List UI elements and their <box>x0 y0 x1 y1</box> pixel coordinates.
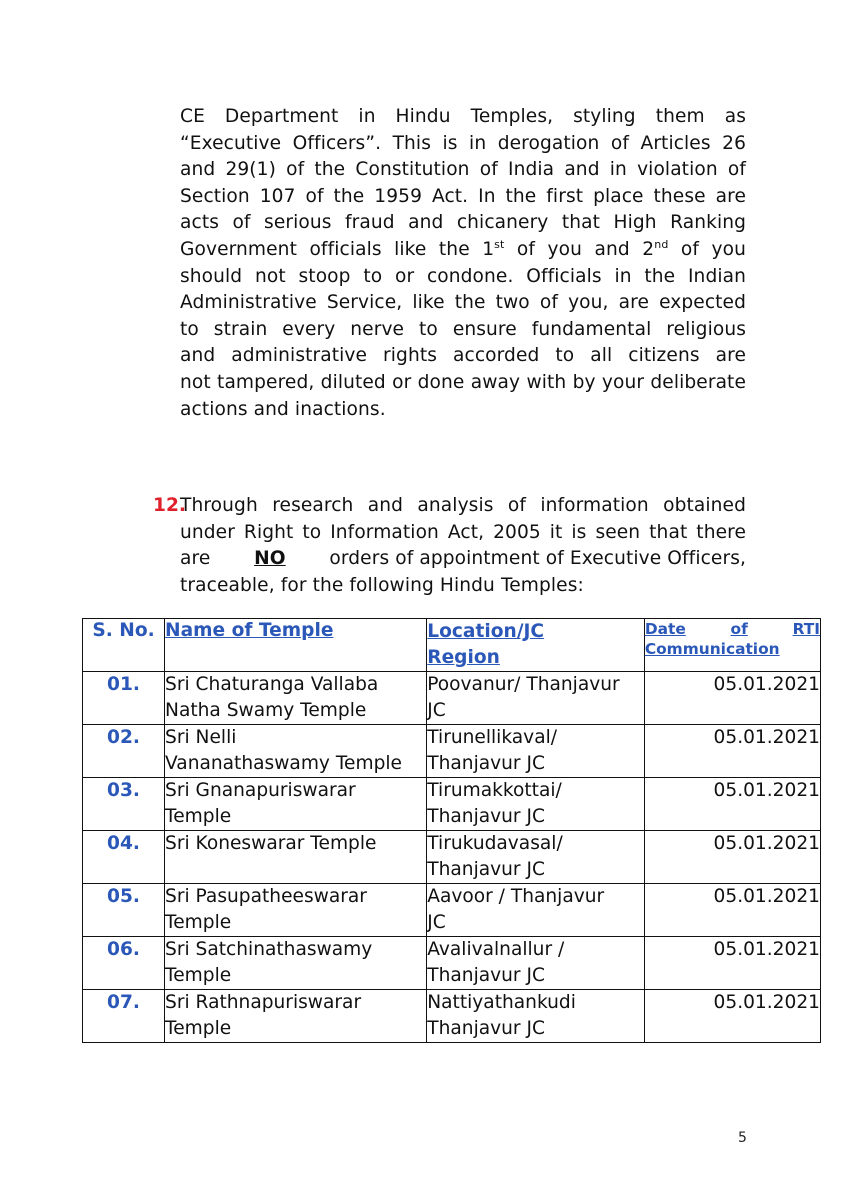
paragraph-line: should not stoop to or condone. Officials in the Indian <box>180 265 746 287</box>
paragraph-line-with-superscripts <box>180 237 746 264</box>
loc-line: Nattiyathankudi <box>427 992 576 1013</box>
cell-location <box>427 937 645 990</box>
name-line: Sri Satchinathaswamy <box>165 939 373 960</box>
cell-date: 05.01.2021 <box>644 778 820 831</box>
paragraph-line: and 29(1) of the Constitution of India and in violation of <box>180 159 746 181</box>
table-row <box>83 725 821 778</box>
loc-line: Tirumakkottai/ <box>427 780 562 801</box>
paragraph-line: acts of serious fraud and chicanery that High Ranking <box>180 212 746 234</box>
paragraph-line: not tampered, diluted or done away with by your deliberate <box>180 371 746 393</box>
cell-temple-name <box>165 778 427 831</box>
emphasis-no: NO <box>254 548 286 570</box>
temples-table <box>82 618 821 1043</box>
table-row <box>83 937 821 990</box>
paragraph-12 <box>180 493 746 599</box>
table-row <box>83 672 821 725</box>
cell-temple-name <box>165 937 427 990</box>
name-line: Sri Chaturanga Vallaba <box>165 674 379 695</box>
paragraph-line: to strain every nerve to ensure fundamental religious <box>180 318 746 340</box>
loc-line: Thanjavur JC <box>427 1018 545 1039</box>
loc-line: Thanjavur JC <box>427 753 545 774</box>
header-location-line1: Location/JC <box>427 621 545 642</box>
name-line: Sri Nelli <box>165 727 237 748</box>
cell-temple-name <box>165 725 427 778</box>
line3-are: are <box>180 548 211 570</box>
cell-date: 05.01.2021 <box>644 831 820 884</box>
cell-date: 05.01.2021 <box>644 990 820 1043</box>
paragraph-line: traceable, for the following Hindu Temples: <box>180 574 584 596</box>
name-line: Sri Koneswarar Temple <box>165 833 377 854</box>
cell-date: 05.01.2021 <box>644 884 820 937</box>
cell-location <box>427 725 645 778</box>
name-line: Sri Rathnapuriswarar <box>165 992 362 1013</box>
continued-paragraph <box>180 104 746 423</box>
header-name <box>165 619 427 672</box>
cell-sno: 07. <box>83 990 165 1043</box>
line3-rest: orders of appointment of Executive Officers, <box>329 548 746 570</box>
header-date <box>644 619 820 672</box>
table-row <box>83 884 821 937</box>
header-sno: S. No. <box>83 619 165 672</box>
gov-line-part3: of you <box>668 238 747 260</box>
loc-line: Thanjavur JC <box>427 965 545 986</box>
table-row <box>83 990 821 1043</box>
paragraph-line: Section 107 of the 1959 Act. In the first place these are <box>180 185 746 207</box>
table-row <box>83 831 821 884</box>
cell-location <box>427 672 645 725</box>
name-line: Temple <box>165 965 232 986</box>
header-date-word: RTI <box>792 620 820 638</box>
loc-line: Poovanur/ Thanjavur <box>427 674 620 695</box>
name-line: Temple <box>165 806 232 827</box>
paragraph-line: CE Department in Hindu Temples, styling them as <box>180 106 746 127</box>
cell-sno: 04. <box>83 831 165 884</box>
cell-temple-name <box>165 990 427 1043</box>
gov-line-part2: of you and 2 <box>504 238 655 260</box>
superscript-nd: nd <box>654 237 669 251</box>
name-line: Temple <box>165 912 232 933</box>
table-header-row <box>83 619 821 672</box>
header-date-word: Date <box>644 620 686 638</box>
cell-sno: 01. <box>83 672 165 725</box>
page-number: 5 <box>738 1130 747 1146</box>
cell-temple-name <box>165 884 427 937</box>
cell-location <box>427 831 645 884</box>
name-line: Sri Pasupatheeswarar <box>165 886 367 907</box>
paragraph-line: under Right to Information Act, 2005 it is seen that there <box>180 521 746 543</box>
paragraph-number: 12. <box>153 495 186 516</box>
loc-line: Tirunellikaval/ <box>427 727 558 748</box>
header-location-line2: Region <box>427 647 500 668</box>
name-line: Vananathaswamy Temple <box>165 753 403 774</box>
cell-location <box>427 990 645 1043</box>
table-row <box>83 778 821 831</box>
header-name-label: Name of Temple <box>165 620 334 641</box>
header-location <box>427 619 645 672</box>
cell-location <box>427 884 645 937</box>
loc-line: Thanjavur JC <box>427 806 545 827</box>
cell-date: 05.01.2021 <box>644 725 820 778</box>
paragraph-line: Through research and analysis of information obtained <box>180 495 746 516</box>
loc-line: Avalivalnallur / <box>427 939 565 960</box>
paragraph-line: and administrative rights accorded to all citizens are <box>180 345 746 367</box>
loc-line: Thanjavur JC <box>427 859 545 880</box>
paragraph-line: actions and inactions. <box>180 398 386 420</box>
loc-line: Tirukudavasal/ <box>427 833 563 854</box>
cell-location <box>427 778 645 831</box>
loc-line: JC <box>427 912 446 933</box>
header-date-word: of <box>730 620 748 638</box>
header-date-line2: Communication <box>644 640 780 658</box>
paragraph-line-with-emphasis <box>180 546 746 573</box>
cell-sno: 05. <box>83 884 165 937</box>
paragraph-line: “Executive Officers”. This is in derogation of Articles 26 <box>180 132 746 154</box>
cell-sno: 06. <box>83 937 165 990</box>
name-line: Sri Gnanapuriswarar <box>165 780 356 801</box>
name-line: Natha Swamy Temple <box>165 700 367 721</box>
cell-date: 05.01.2021 <box>644 672 820 725</box>
gov-line-part1: Government officials like the 1 <box>180 238 495 260</box>
header-date-line1 <box>645 619 820 639</box>
superscript-st: st <box>494 237 505 251</box>
cell-sno: 02. <box>83 725 165 778</box>
cell-date: 05.01.2021 <box>644 937 820 990</box>
cell-temple-name <box>165 672 427 725</box>
paragraph-line: Administrative Service, like the two of you, are expected <box>180 292 746 314</box>
loc-line: Aavoor / Thanjavur <box>427 886 605 907</box>
name-line: Temple <box>165 1018 232 1039</box>
cell-sno: 03. <box>83 778 165 831</box>
cell-temple-name <box>165 831 427 884</box>
loc-line: JC <box>427 700 446 721</box>
